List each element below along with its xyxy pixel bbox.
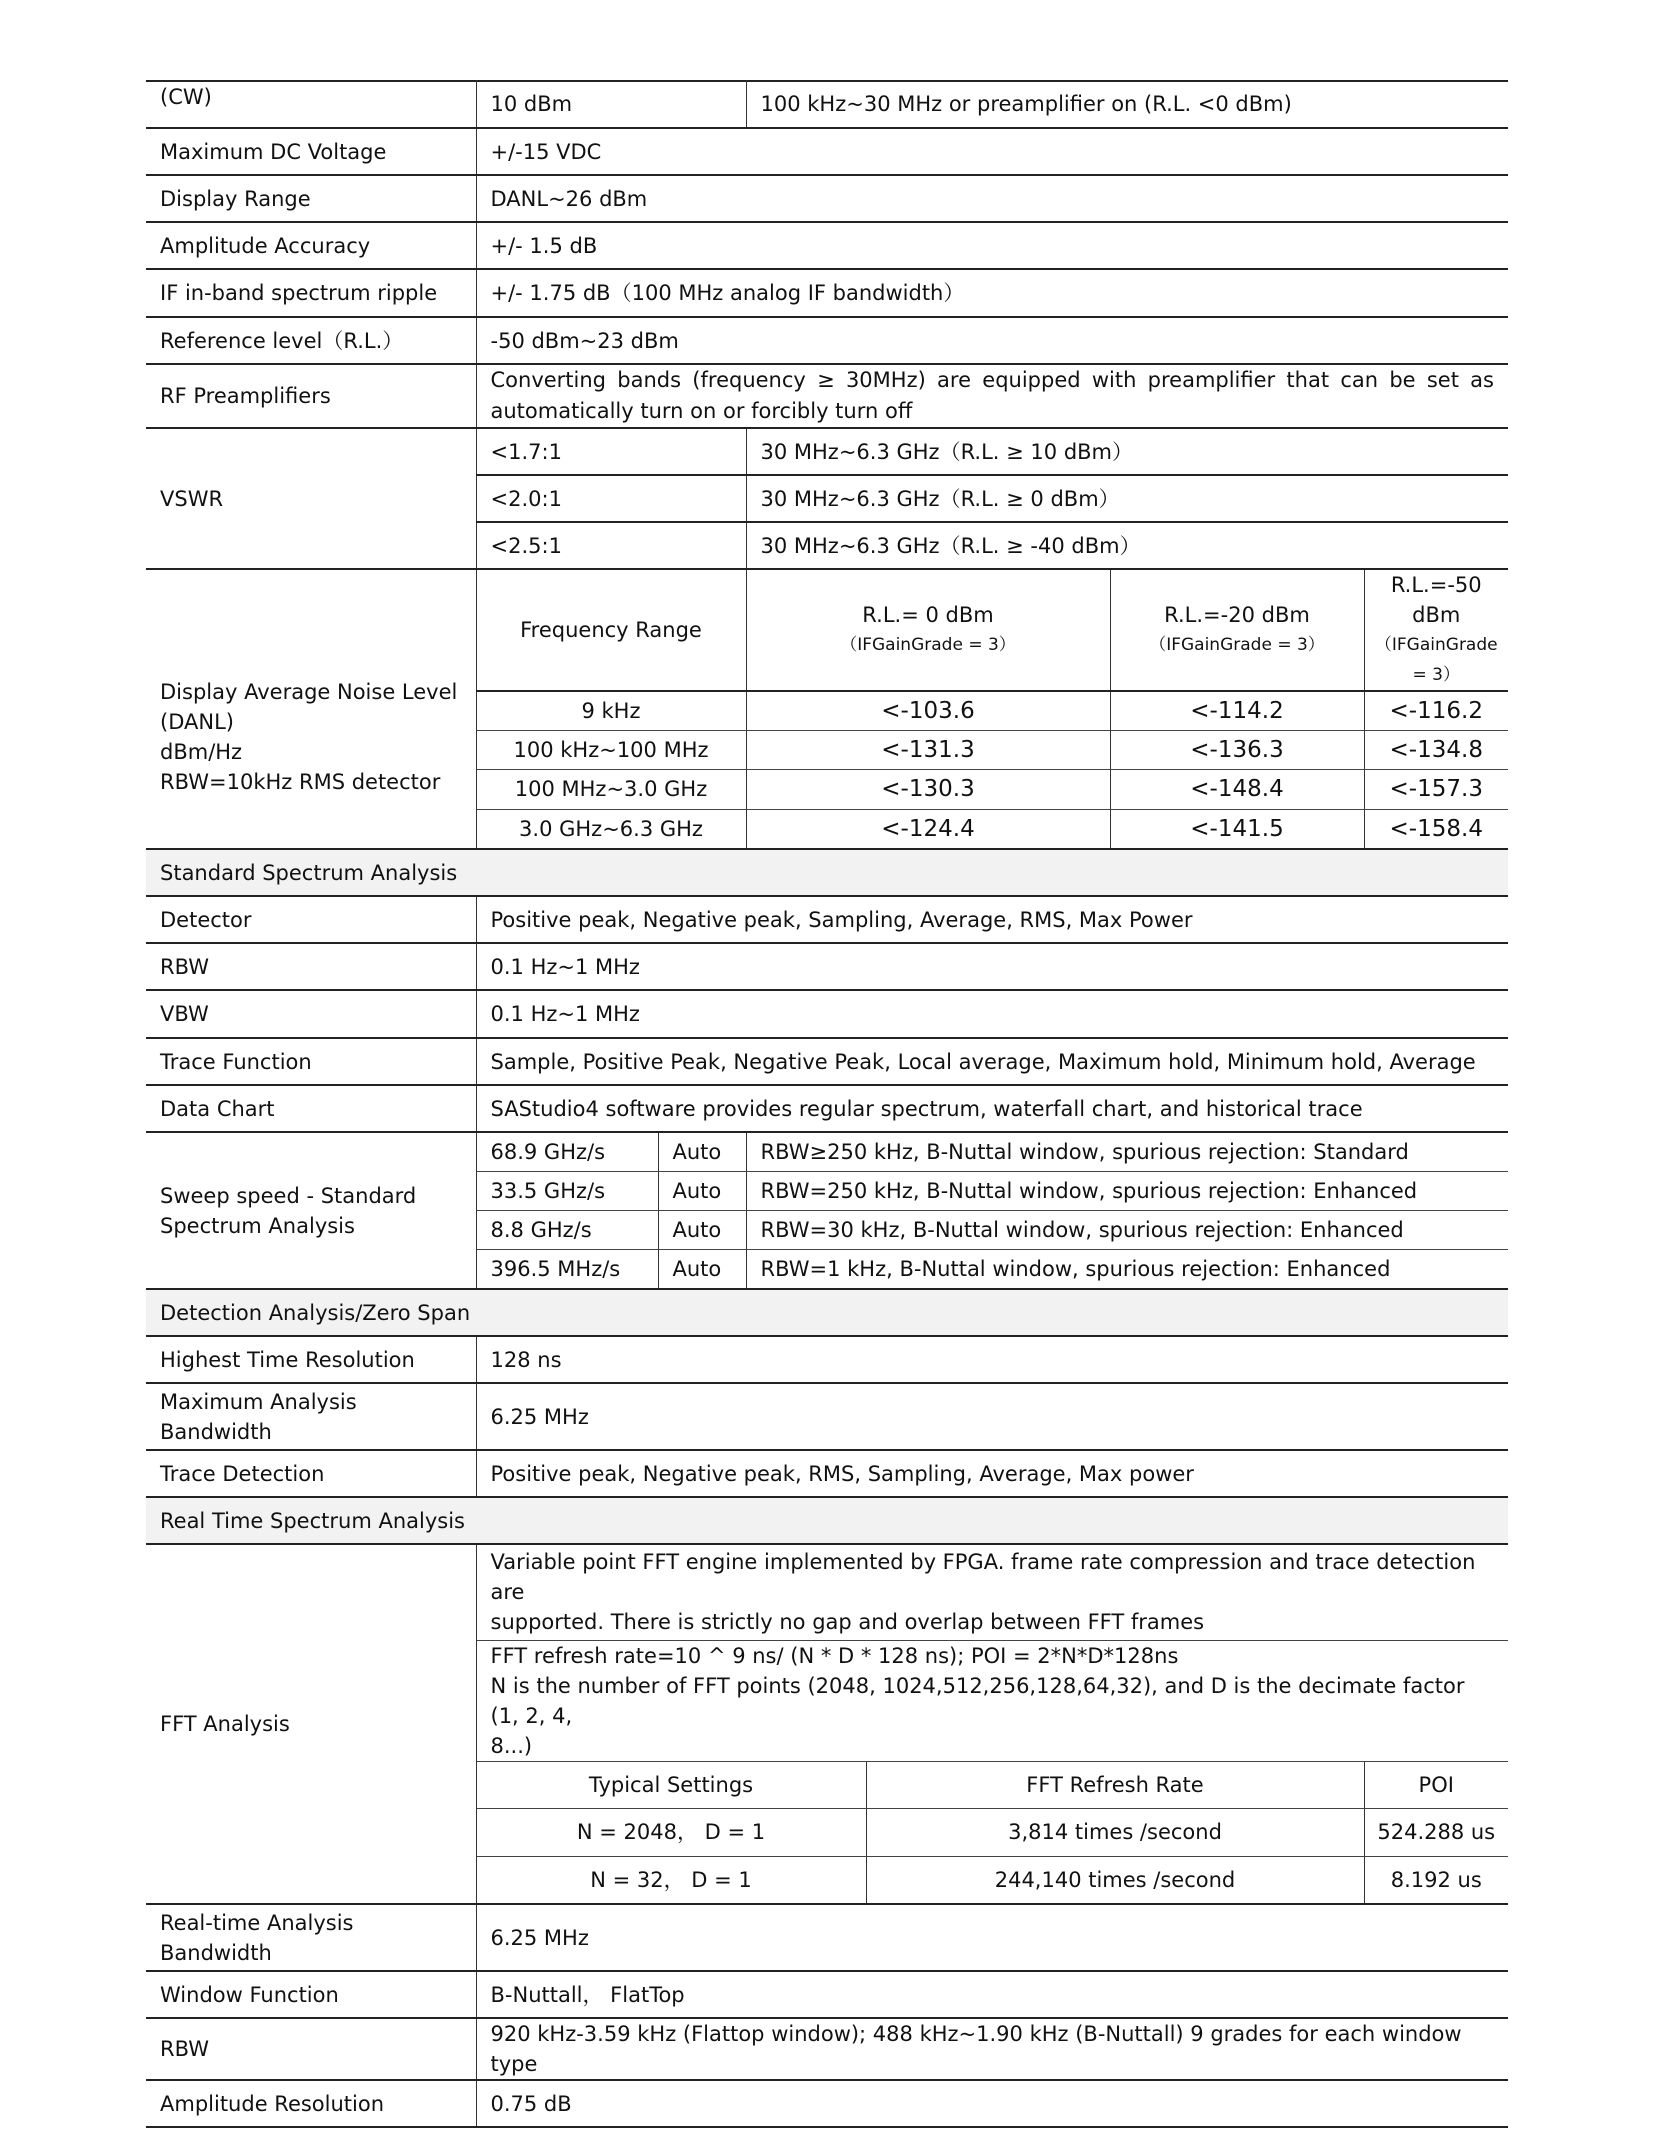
sweep-description: RBW=1 kHz, B-Nuttal window, spurious rejection: Enhanced bbox=[746, 1249, 1508, 1289]
danl-column-title: R.L.=-50 dBm bbox=[1390, 573, 1482, 627]
row-label bbox=[146, 1904, 476, 1971]
row-value: 920 kHz-3.59 kHz (Flattop window); 488 kHz~1.90 kHz (B-Nuttall) 9 grades for each window type bbox=[476, 2018, 1508, 2080]
row-label: Trace Function bbox=[146, 1038, 476, 1085]
row-window-function bbox=[146, 1971, 1508, 2018]
vswr-row bbox=[146, 428, 1508, 475]
row-label: Reference level（R.L.） bbox=[146, 317, 476, 364]
row-value: 128 ns bbox=[476, 1336, 1508, 1383]
row-trace-detection bbox=[146, 1450, 1508, 1497]
row-value: +/- 1.5 dB bbox=[476, 222, 1508, 269]
fft-poi: 524.288 us bbox=[1364, 1808, 1508, 1856]
danl-value: <-134.8 bbox=[1364, 730, 1508, 769]
danl-value: <-148.4 bbox=[1110, 769, 1364, 809]
sweep-label-line: Sweep speed - Standard bbox=[160, 1183, 417, 1208]
row-label: Window Function bbox=[146, 1971, 476, 2018]
row-value: Positive peak, Negative peak, Sampling, Average, RMS, Max Power bbox=[476, 896, 1508, 943]
danl-frequency: 100 MHz~3.0 GHz bbox=[476, 769, 746, 809]
danl-column-header bbox=[1364, 569, 1508, 691]
fft-header: Typical Settings bbox=[476, 1761, 866, 1808]
fft-description bbox=[476, 1544, 1508, 1640]
row-max-analysis-bandwidth bbox=[146, 1383, 1508, 1450]
danl-column-subtitle: （IFGainGrade = 3） bbox=[840, 635, 1016, 655]
sweep-speed: 8.8 GHz/s bbox=[476, 1210, 658, 1249]
danl-frequency: 9 kHz bbox=[476, 691, 746, 730]
danl-column-title: R.L.=-20 dBm bbox=[1164, 603, 1310, 627]
row-note: 100 kHz~30 MHz or preamplifier on (R.L. <0 dBm) bbox=[746, 80, 1508, 128]
sweep-label bbox=[146, 1132, 476, 1289]
sweep-label-line: Spectrum Analysis bbox=[160, 1213, 355, 1238]
sweep-speed: 396.5 MHz/s bbox=[476, 1249, 658, 1289]
row-detector bbox=[146, 896, 1508, 943]
section-title: Detection Analysis/Zero Span bbox=[146, 1289, 1508, 1336]
row-rbw bbox=[146, 943, 1508, 990]
row-value: DANL~26 dBm bbox=[476, 175, 1508, 222]
row-label: RBW bbox=[146, 943, 476, 990]
danl-header-row bbox=[146, 569, 1508, 691]
sweep-speed: 33.5 GHz/s bbox=[476, 1171, 658, 1210]
row-label: Amplitude Resolution bbox=[146, 2080, 476, 2127]
sweep-speed: 68.9 GHz/s bbox=[476, 1132, 658, 1171]
sweep-description: RBW=30 kHz, B-Nuttal window, spurious rejection: Enhanced bbox=[746, 1210, 1508, 1249]
fft-refresh-rate: 3,814 times /second bbox=[866, 1808, 1364, 1856]
danl-column-subtitle: （IFGainGrade = 3） bbox=[1374, 635, 1498, 685]
danl-value: <-130.3 bbox=[746, 769, 1110, 809]
row-label-line: Bandwidth bbox=[160, 1419, 272, 1444]
row-label: Highest Time Resolution bbox=[146, 1336, 476, 1383]
spec-sheet bbox=[146, 80, 1508, 2128]
section-title: Real Time Spectrum Analysis bbox=[146, 1497, 1508, 1544]
danl-label bbox=[146, 569, 476, 849]
vswr-condition: 30 MHz~6.3 GHz（R.L. ≥ 10 dBm） bbox=[746, 428, 1508, 475]
row-rf-preamplifiers bbox=[146, 364, 1508, 428]
row-label-line: Real-time Analysis bbox=[160, 1910, 354, 1935]
row-amplitude-resolution bbox=[146, 2080, 1508, 2127]
danl-frequency-header: Frequency Range bbox=[476, 569, 746, 691]
row-value: SAStudio4 software provides regular spectrum, waterfall chart, and historical trace bbox=[476, 1085, 1508, 1132]
vswr-condition: 30 MHz~6.3 GHz（R.L. ≥ 0 dBm） bbox=[746, 475, 1508, 522]
fft-formula-line: FFT refresh rate=10 ^ 9 ns/ (N * D * 128 ns); POI = 2*N*D*128ns bbox=[490, 1643, 1179, 1668]
row-label: RF Preamplifiers bbox=[146, 364, 476, 428]
fft-description-line: Variable point FFT engine implemented by FPGA. frame rate compression and trace detection are bbox=[490, 1550, 1476, 1605]
row-value: +/- 1.75 dB（100 MHz analog IF bandwidth） bbox=[476, 269, 1508, 317]
row-label: Data Chart bbox=[146, 1085, 476, 1132]
danl-value: <-158.4 bbox=[1364, 809, 1508, 849]
row-time-resolution bbox=[146, 1336, 1508, 1383]
vswr-condition: 30 MHz~6.3 GHz（R.L. ≥ -40 dBm） bbox=[746, 522, 1508, 569]
danl-value: <-116.2 bbox=[1364, 691, 1508, 730]
row-value: 0.1 Hz~1 MHz bbox=[476, 943, 1508, 990]
row-reference-level bbox=[146, 317, 1508, 364]
danl-value: <-103.6 bbox=[746, 691, 1110, 730]
fft-description-line: supported. There is strictly no gap and overlap between FFT frames bbox=[490, 1610, 1205, 1635]
danl-column-title: R.L.= 0 dBm bbox=[862, 603, 994, 627]
danl-value: <-114.2 bbox=[1110, 691, 1364, 730]
row-label: RBW bbox=[146, 2018, 476, 2080]
row-value: +/-15 VDC bbox=[476, 128, 1508, 175]
fft-formula bbox=[476, 1640, 1508, 1761]
row-value: 6.25 MHz bbox=[476, 1383, 1508, 1450]
fft-header: POI bbox=[1364, 1761, 1508, 1808]
danl-column-header bbox=[746, 569, 1110, 691]
vswr-ratio: <2.0:1 bbox=[476, 475, 746, 522]
section-header bbox=[146, 849, 1508, 896]
row-display-range bbox=[146, 175, 1508, 222]
danl-value: <-157.3 bbox=[1364, 769, 1508, 809]
sweep-mode: Auto bbox=[658, 1249, 746, 1289]
danl-value: <-124.4 bbox=[746, 809, 1110, 849]
fft-setting: N = 2048， D = 1 bbox=[476, 1808, 866, 1856]
danl-label-line: Display Average Noise Level bbox=[160, 680, 458, 704]
danl-value: <-136.3 bbox=[1110, 730, 1364, 769]
row-if-ripple bbox=[146, 269, 1508, 317]
row-label: Maximum DC Voltage bbox=[146, 128, 476, 175]
sweep-mode: Auto bbox=[658, 1171, 746, 1210]
row-rt-rbw bbox=[146, 2018, 1508, 2080]
spec-table bbox=[146, 80, 1508, 2128]
danl-column-header bbox=[1110, 569, 1364, 691]
vswr-ratio: <1.7:1 bbox=[476, 428, 746, 475]
row-value: 0.75 dB bbox=[476, 2080, 1508, 2127]
row-label-line: Bandwidth bbox=[160, 1940, 272, 1965]
fft-poi: 8.192 us bbox=[1364, 1856, 1508, 1904]
row-value: 10 dBm bbox=[476, 80, 746, 128]
row-label: IF in-band spectrum ripple bbox=[146, 269, 476, 317]
row-max-dc bbox=[146, 128, 1508, 175]
row-label-line: Maximum Analysis bbox=[160, 1389, 357, 1414]
vswr-label: VSWR bbox=[146, 428, 476, 569]
danl-value: <-141.5 bbox=[1110, 809, 1364, 849]
fft-refresh-rate: 244,140 times /second bbox=[866, 1856, 1364, 1904]
fft-description-row bbox=[146, 1544, 1508, 1640]
fft-formula-line: 8...) bbox=[490, 1733, 533, 1758]
row-label: Display Range bbox=[146, 175, 476, 222]
row-cw bbox=[146, 80, 1508, 128]
row-value: -50 dBm~23 dBm bbox=[476, 317, 1508, 364]
fft-label: FFT Analysis bbox=[146, 1544, 476, 1904]
section-title: Standard Spectrum Analysis bbox=[146, 849, 1508, 896]
row-trace-function bbox=[146, 1038, 1508, 1085]
row-value: 0.1 Hz~1 MHz bbox=[476, 990, 1508, 1038]
danl-column-subtitle: （IFGainGrade = 3） bbox=[1149, 635, 1325, 655]
danl-label-line: RBW=10kHz RMS detector bbox=[160, 770, 441, 794]
danl-value: <-131.3 bbox=[746, 730, 1110, 769]
row-realtime-bandwidth bbox=[146, 1904, 1508, 1971]
row-label bbox=[146, 1383, 476, 1450]
row-value: 6.25 MHz bbox=[476, 1904, 1508, 1971]
danl-label-line: (DANL) bbox=[160, 710, 234, 734]
row-data-chart bbox=[146, 1085, 1508, 1132]
row-label: VBW bbox=[146, 990, 476, 1038]
row-label: Amplitude Accuracy bbox=[146, 222, 476, 269]
row-amplitude-accuracy bbox=[146, 222, 1508, 269]
danl-label-line: dBm/Hz bbox=[160, 740, 243, 764]
row-vbw bbox=[146, 990, 1508, 1038]
danl-frequency: 3.0 GHz~6.3 GHz bbox=[476, 809, 746, 849]
fft-formula-line: N is the number of FFT points (2048, 1024,512,256,128,64,32), and D is the decimate factor (1, 2, 4, bbox=[490, 1673, 1465, 1728]
section-header bbox=[146, 1497, 1508, 1544]
sweep-row bbox=[146, 1132, 1508, 1171]
fft-header: FFT Refresh Rate bbox=[866, 1761, 1364, 1808]
row-value: Sample, Positive Peak, Negative Peak, Local average, Maximum hold, Minimum hold, Average bbox=[476, 1038, 1508, 1085]
row-label: Trace Detection bbox=[146, 1450, 476, 1497]
row-label: Detector bbox=[146, 896, 476, 943]
row-value: Positive peak, Negative peak, RMS, Sampling, Average, Max power bbox=[476, 1450, 1508, 1497]
vswr-ratio: <2.5:1 bbox=[476, 522, 746, 569]
sweep-mode: Auto bbox=[658, 1210, 746, 1249]
row-value: B-Nuttall， FlatTop bbox=[476, 1971, 1508, 2018]
danl-frequency: 100 kHz~100 MHz bbox=[476, 730, 746, 769]
row-label: (CW) bbox=[146, 80, 476, 128]
row-value: Converting bands (frequency ≥ 30MHz) are equipped with preamplifier that can be set as automatically turn on or forcibly turn off bbox=[476, 364, 1508, 428]
sweep-mode: Auto bbox=[658, 1132, 746, 1171]
sweep-description: RBW=250 kHz, B-Nuttal window, spurious rejection: Enhanced bbox=[746, 1171, 1508, 1210]
section-header bbox=[146, 1289, 1508, 1336]
fft-setting: N = 32， D = 1 bbox=[476, 1856, 866, 1904]
sweep-description: RBW≥250 kHz, B-Nuttal window, spurious rejection: Standard bbox=[746, 1132, 1508, 1171]
